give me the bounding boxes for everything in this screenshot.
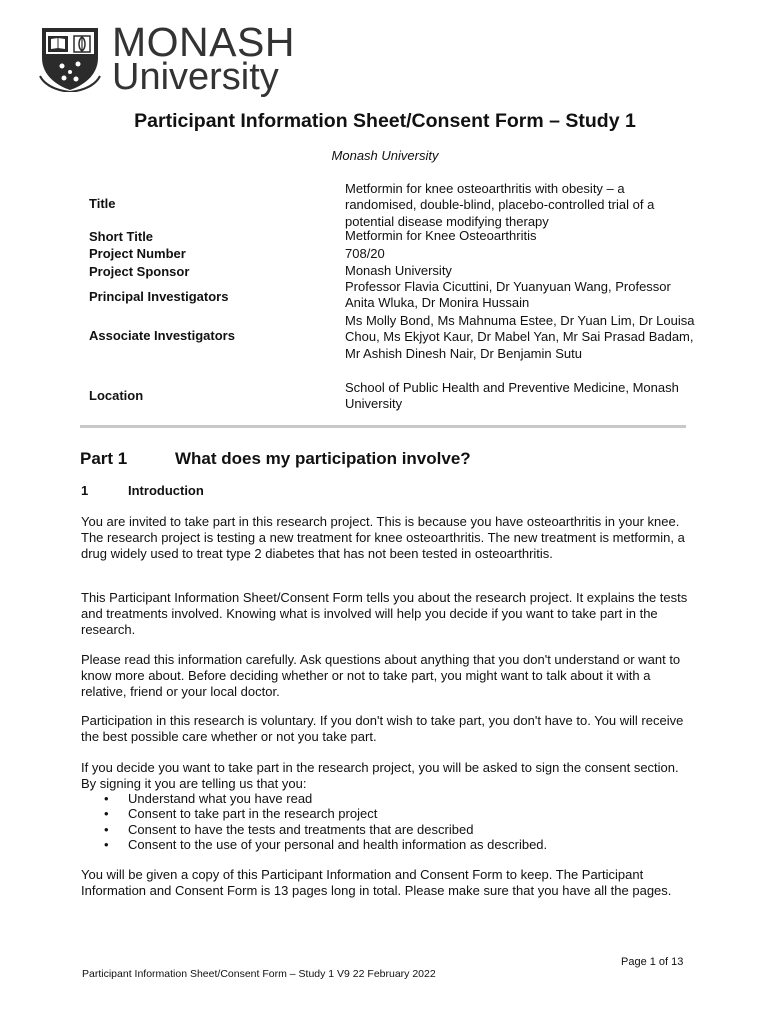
bullet-icon: • [104,791,109,806]
associate-investigators-value: Ms Molly Bond, Ms Mahnuma Estee, Dr Yuan Lim, Dr Louisa Chou, Ms Ekjyot Kaur, Dr Mabel Yan, Mr Sai Prasad Badam, Mr Ashish Dinesh Nair, Dr Benjamin Sutu [345,313,695,361]
page-number: Page 1 of 13 [621,956,684,968]
associate-investigators-label: Associate Investigators [89,328,235,343]
intro-paragraph-3: Please read this information carefully. Ask questions about anything that you don't understand or want to know more about. Before deciding whether or not to take part, you might want to talk about it with a relative, friend or your local doctor. [81,652,681,700]
intro-paragraph-6: You will be given a copy of this Participant Information and Consent Form to keep. The Participant Information and Consent Form is 13 pages long in total. Please make sure that you have all the pages. [81,867,672,899]
intro-paragraph-2: This Participant Information Sheet/Consent Form tells you about the research project. It explains the tests and treatments involved. Knowing what is involved will help you decide if you want to take part in the research. [81,590,688,638]
part-number: Part 1 [80,449,128,468]
list-item-text: Consent to have the tests and treatments that are described [128,821,474,837]
consent-list [81,791,547,853]
document-subtitle: Monash University [331,148,439,163]
intro-paragraph-4: Participation in this research is voluntary. If you don't wish to take part, you don't have to. You will receive the best possible care whether or not you take part. [81,713,684,745]
logo-subtitle: University [112,56,279,98]
bullet-icon: • [104,806,109,822]
project-sponsor-label: Project Sponsor [89,264,190,279]
section-title: Introduction [128,483,204,498]
monash-logo [38,19,298,98]
section-divider [80,425,686,428]
list-item [81,837,547,852]
project-number-value: 708/20 [345,246,385,261]
principal-investigators-value: Professor Flavia Cicuttini, Dr Yuanyuan Wang, Professor Anita Wluka, Dr Monira Hussain [345,279,671,311]
title-value: Metformin for knee osteoarthritis with obesity – a randomised, double-blind, placebo-controlled trial of a potential disease modifying therapy [345,181,655,229]
bullet-icon: • [104,821,109,837]
footer-text: Participant Information Sheet/Consent Form – Study 1 V9 22 February 2022 [82,968,436,980]
list-item [81,806,547,821]
bullet-icon: • [104,837,109,853]
project-number-label: Project Number [89,246,186,261]
title-label: Title [89,196,116,211]
project-sponsor-value: Monash University [345,263,452,278]
logo-wordmark: MONASH [112,19,295,65]
monash-crest-icon [38,24,102,92]
intro-paragraph-1: You are invited to take part in this research project. This is because you have osteoarthritis in your knee. The research project is testing a new treatment for knee osteoarthritis. The new treatment is metformin, a drug widely used to treat type 2 diabetes that has not been tested in osteoarthritis. [81,514,685,562]
list-item [81,822,547,837]
short-title-label: Short Title [89,229,154,244]
list-item-text: Consent to the use of your personal and health information as described. [128,837,548,853]
list-item-text: Consent to take part in the research project [128,806,378,822]
list-item [81,791,547,806]
short-title-value: Metformin for Knee Osteoarthritis [345,228,537,243]
intro-paragraph-5: If you decide you want to take part in the research project, you will be asked to sign the consent section. By signing it you are telling us that you: [81,760,679,792]
location-label: Location [89,388,144,403]
list-item-text: Understand what you have read [128,791,313,806]
location-value: School of Public Health and Preventive Medicine, Monash University [345,380,679,412]
document-title: Participant Information Sheet/Consent Form – Study 1 [134,110,636,132]
principal-investigators-label: Principal Investigators [89,289,229,304]
part-title: What does my participation involve? [175,449,471,468]
section-number: 1 [81,483,89,498]
